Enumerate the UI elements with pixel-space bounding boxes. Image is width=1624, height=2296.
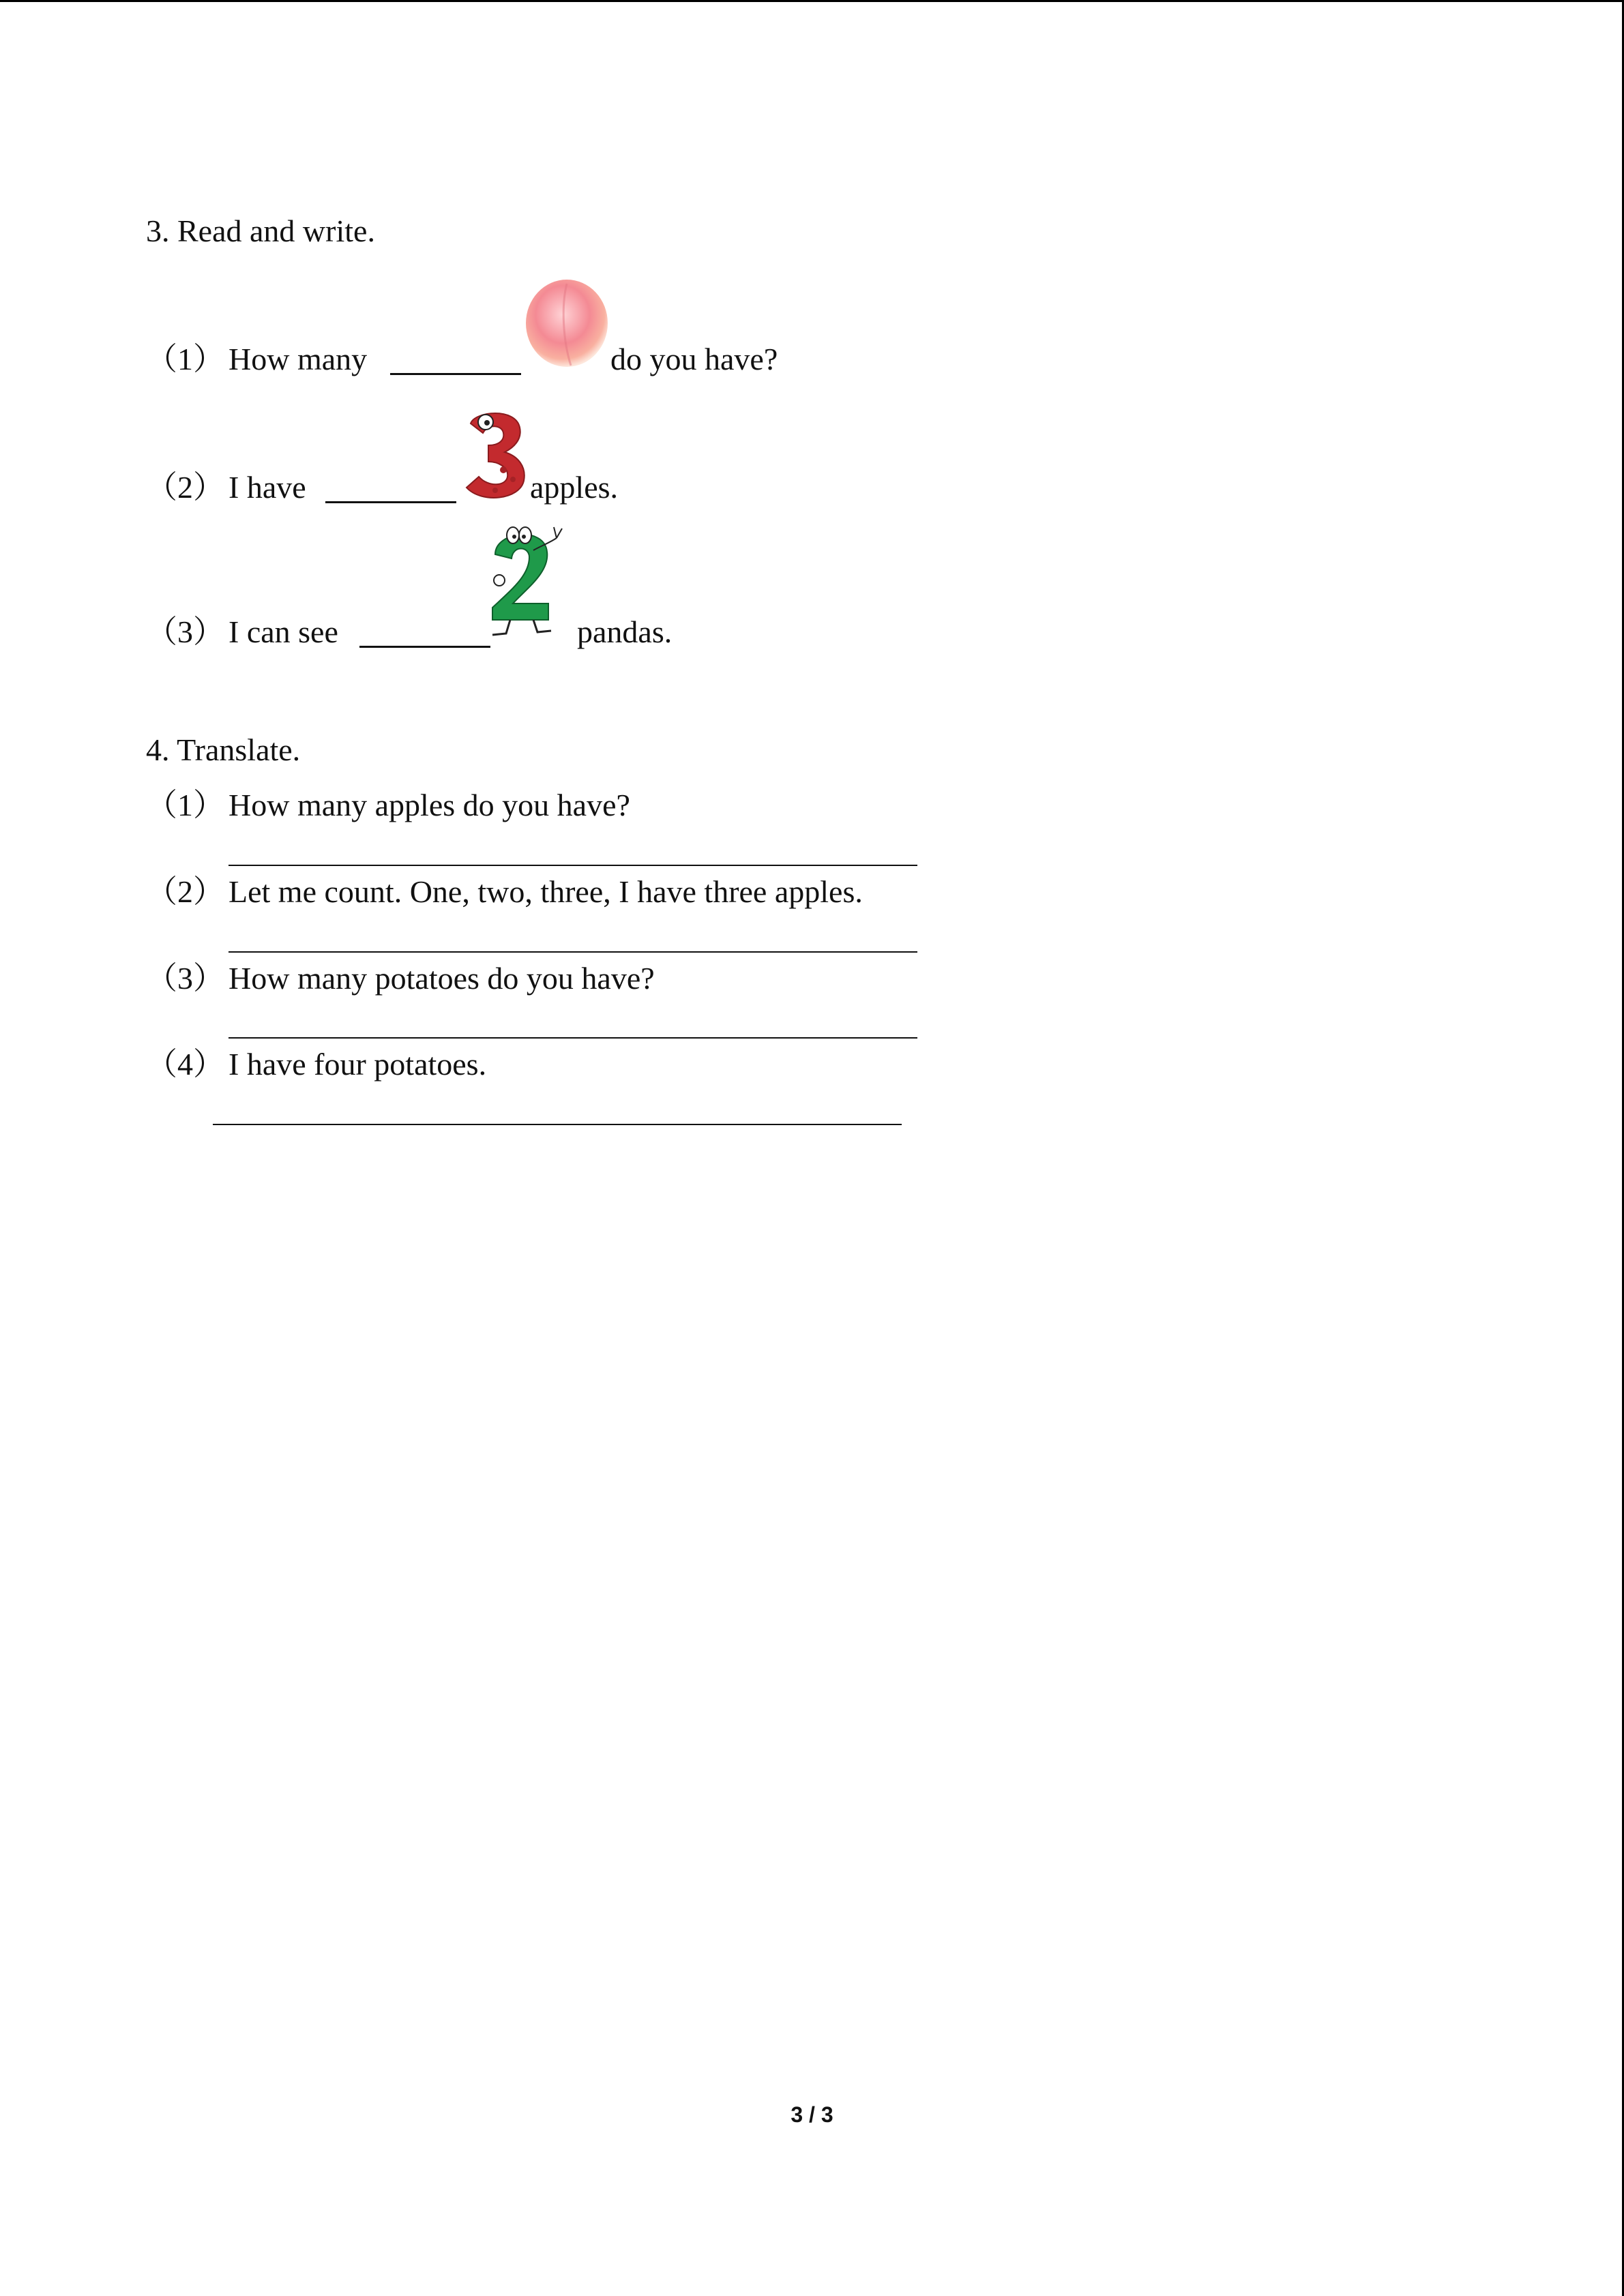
section-4-item-4-answer-line[interactable] (213, 1124, 902, 1125)
section-3-heading: 3. Read and write. (146, 213, 375, 248)
number-three-cartoon-picture (461, 408, 529, 501)
section-4-item-1-sentence: How many apples do you have? (228, 788, 630, 822)
section-3-item-2-text-after: apples. (530, 470, 619, 505)
section-4-heading: 4. Translate. (146, 732, 301, 767)
section-4-item-2-sentence: Let me count. One, two, three, I have three apples. (228, 874, 863, 909)
section-3-item-3-number: （3） (146, 614, 224, 649)
section-3-item-1-number: （1） (146, 342, 224, 376)
section-4-item-2-number: （2） (146, 874, 224, 909)
section-3-item-1-text-after: do you have? (610, 342, 778, 376)
section-3-item-3-text-after: pandas. (577, 614, 673, 649)
section-3-item-2-blank[interactable] (325, 501, 456, 503)
section-3-item-1-blank[interactable] (390, 373, 521, 375)
section-4-item-2-answer-line[interactable] (228, 951, 917, 953)
section-3-item-1-text-before: How many (228, 342, 368, 376)
number-two-cartoon-picture (486, 523, 574, 642)
section-4-item-3-sentence: How many potatoes do you have? (228, 961, 655, 996)
section-3-item-3-blank[interactable] (359, 646, 490, 648)
peach-picture (522, 271, 610, 370)
section-3-item-2-text-before: I have (228, 470, 306, 505)
section-3-item-2-number: （2） (146, 470, 224, 505)
page-number: 3 / 3 (791, 2102, 833, 2127)
section-4-item-3-answer-line[interactable] (228, 1037, 917, 1039)
section-4-item-4-sentence: I have four potatoes. (228, 1047, 487, 1082)
section-4-item-3-number: （3） (146, 961, 224, 996)
section-4-item-4-number: （4） (146, 1047, 224, 1082)
section-4-item-1-answer-line[interactable] (228, 865, 917, 866)
section-3-item-3-text-before: I can see (228, 614, 338, 649)
section-4-item-1-number: （1） (146, 788, 224, 822)
